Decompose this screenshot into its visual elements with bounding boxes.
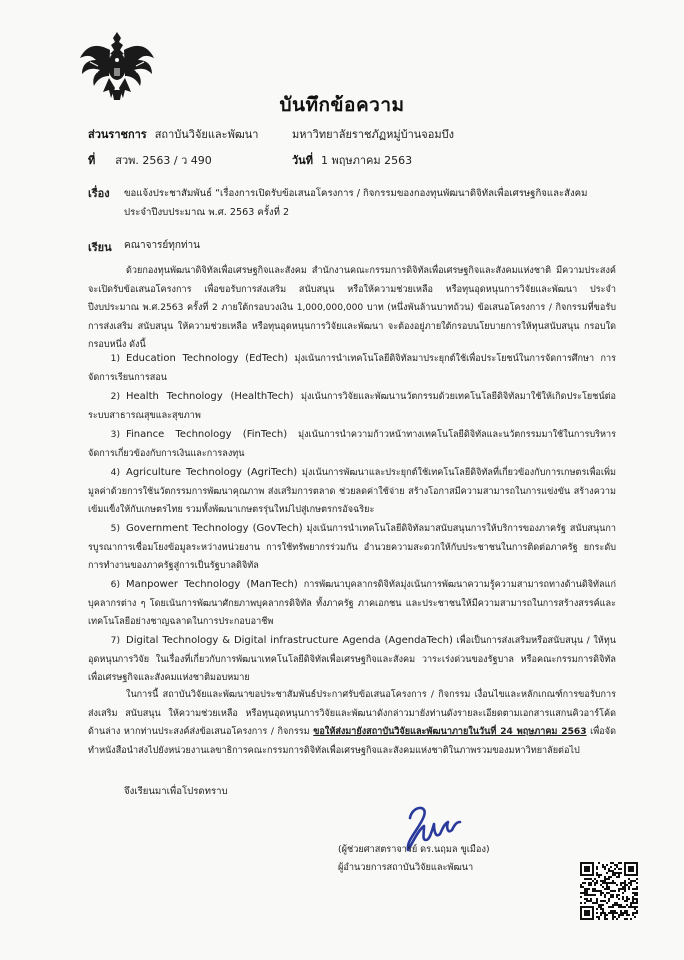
recipient-text: คณาจารย์ทุกท่าน bbox=[124, 240, 200, 251]
department-row bbox=[88, 128, 258, 142]
item-number: 5) bbox=[110, 524, 120, 534]
item-desc: มุ่งเน้นการนำเทคโนโลยีดิจิทัลมาสนับสนุนการให้บริการของภาครัฐ สนับสนุนการบูรณาการเชื่อมโยงข้อมูลระหว่างหน่วยงาน การใช้ทรัพยากรร่วมกัน อำนวยความสะดวกให้กับประชาชนในการติดต่อภาครัฐ ยกระดับการทำงานของภาครัฐสู่การเป็นรัฐบาลดิจิทัล bbox=[88, 524, 616, 572]
item-desc: มุ่งเน้นการวิจัยและพัฒนานวัตกรรมด้วยเทคโนโลยีดิจิทัลมาใช้ให้เกิดประโยชน์ต่อระบบสาธารณสุขและสุขภาพ bbox=[88, 392, 616, 421]
list-item bbox=[88, 520, 616, 576]
list-item bbox=[88, 350, 616, 387]
reference-value: สวพ. 2563 / ว 490 bbox=[115, 154, 212, 167]
qr-code[interactable] bbox=[580, 862, 638, 920]
intro-text: ด้วยกองทุนพัฒนาดิจิทัลเพื่อเศรษฐกิจและสังคม สำนักงานคณะกรรมการดิจิทัลเพื่อเศรษฐกิจและสังคมแห่งชาติ มีความประสงค์จะเปิดรับข้อเสนอโครงการ เพื่อขอรับการส่งเสริม สนับสนุน หรือให้ความช่วยเหลือ หรือทุนอุดหนุนการวิจัยและพัฒนา ประจำปีงบประมาณ พ.ศ.2563 ครั้งที่ 2 ภายใต้กรอบวงเงิน 1,000,000,000 บาท (หนึ่งพันล้านบาทถ้วน) ข้อเสนอโครงการ / กิจกรรมที่ขอรับการส่งเสริม สนับสนุน ให้ความช่วยเหลือ หรือทุนอุดหนุนการวิจัยและพัฒนา จะต้องอยู่ภายใต้กรอบนโยบายการให้ทุนสนับสนุน กรอบใดกรอบหนึ่ง ดังนี้ bbox=[88, 266, 616, 351]
item-number: 7) bbox=[110, 636, 120, 646]
item-desc: เพื่อเป็นการส่งเสริมหรือสนับสนุน / ให้ทุนอุดหนุนการวิจัย ในเรื่องที่เกี่ยวกับการพัฒนาเทคโนโลยีดิจิทัลเพื่อเศรษฐกิจและสังคม วาระเร่งด่วนของรัฐบาล หรือคณะกรรมการดิจิทัลเพื่อเศรษฐกิจและสังคมแห่งชาติมอบหมาย bbox=[88, 636, 616, 684]
item-name: Education Technology (EdTech) bbox=[126, 353, 289, 364]
request-text: ในการนี้ สถาบันวิจัยและพัฒนาขอประชาสัมพันธ์ประกาศรับข้อเสนอโครงการ / กิจกรรม เงื่อนไขและหลักเกณฑ์การขอรับการส่งเสริม สนับสนุน ให้ความช่วยเหลือ หรือทุนอุดหนุนการวิจัยและพัฒนาดังกล่าวมายังท่านดังรายละเอียดตามเอกสารแสกนคิวอาร์โค้ดด้านล่าง หากท่านประสงค์ส่งข้อเสนอโครงการ / กิจกรรม bbox=[88, 690, 616, 738]
list-item bbox=[88, 426, 616, 463]
item-name: Manpower Technology (ManTech) bbox=[126, 579, 298, 590]
intro-paragraph bbox=[88, 262, 616, 355]
item-number: 6) bbox=[110, 580, 120, 590]
list-item bbox=[88, 464, 616, 520]
item-desc: การพัฒนาบุคลากรดิจิทัลมุ่งเน้นการพัฒนาความรู้ความสามารถทางด้านดิจิทัลแก่บุคลากรต่าง ๆ โดยเน้นการพัฒนาศักยภาพบุคลากรดิจิทัล ทั้งภาครัฐ ภาคเอกชน และประชาชนให้มีความสามารถในการสร้างสรรค์และเทคโนโลยีอย่างชาญฉลาดในการประกอบอาชีพ bbox=[88, 580, 616, 628]
request-text-after: เพื่อจัดทำหนังสือนำส่งไปยังหน่วยงานเลขาธิการคณะกรรมการดิจิทัลเพื่อเศรษฐกิจและสังคมแห่งชาติในภาพรวมของมหาวิทยาลัยต่อไป bbox=[88, 727, 616, 756]
item-name: Health Technology (HealthTech) bbox=[126, 391, 294, 402]
reference-label: ที่ bbox=[88, 154, 96, 167]
reference-row bbox=[88, 154, 212, 168]
item-number: 1) bbox=[110, 354, 120, 364]
subject-label: เรื่อง bbox=[88, 187, 110, 200]
item-name: Government Technology (GovTech) bbox=[126, 523, 303, 534]
item-name: Digital Technology & Digital infrastructure Agenda (AgendaTech) bbox=[126, 635, 453, 646]
university-name: มหาวิทยาลัยราชภัฏหมู่บ้านจอมบึง bbox=[292, 128, 454, 141]
list-item bbox=[88, 632, 616, 688]
department-value: สถาบันวิจัยและพัฒนา bbox=[154, 128, 259, 141]
page-title: บันทึกข้อความ bbox=[279, 94, 405, 116]
item-desc: มุ่งเน้นการนำเทคโนโลยีดิจิทัลมาประยุกต์ใช้เพื่อประโยชน์ในการจัดการศึกษา การจัดการเรียนการสอน bbox=[88, 354, 616, 383]
date-row bbox=[292, 154, 412, 168]
deadline-text: ขอให้ส่งมายังสถาบันวิจัยและพัฒนาภายในวันที่ 24 พฤษภาคม 2563 bbox=[313, 727, 587, 738]
item-name: Agriculture Technology (AgriTech) bbox=[126, 467, 298, 478]
signer-position: ผู้อำนวยการสถาบันวิจัยและพัฒนา bbox=[338, 862, 474, 873]
request-paragraph bbox=[88, 686, 616, 760]
subject-text: ขอแจ้งประชาสัมพันธ์ “เรื่องการเปิดรับข้อเสนอโครงการ / กิจกรรมของกองทุนพัฒนาดิจิทัลเพื่อเศรษฐกิจและสังคม ประจำปีงบประมาณ พ.ศ. 2563 ครั้งที่ 2 bbox=[124, 188, 588, 218]
date-value: 1 พฤษภาคม 2563 bbox=[320, 154, 413, 167]
list-item bbox=[88, 388, 616, 425]
item-desc: มุ่งเน้นการพัฒนาและประยุกต์ใช้เทคโนโลยีดิจิทัลที่เกี่ยวข้องกับการเกษตรเพื่อเพิ่มมูลค่าด้วยการใช้นวัตกรรมการพัฒนาคุณภาพ ส่งเสริมการตลาด ช่วยลดค่าใช้จ่าย สร้างโอกาสมีความสามารถในการแข่งขัน สร้างความเข้มแข็งให้กับเกษตรไทย รวมทั้งพัฒนาเกษตรรุ่นใหม่ไปสู่เกษตรกรอัจฉริยะ bbox=[88, 468, 616, 516]
item-number: 4) bbox=[110, 468, 120, 478]
department-label: ส่วนราชการ bbox=[88, 128, 147, 141]
item-number: 2) bbox=[110, 392, 120, 402]
item-desc: มุ่งเน้นการนำความก้าวหน้าทางเทคโนโลยีดิจิทัลและนวัตกรรมมาใช้ในการบริหารจัดการเกี่ยวข้องกับการเงินและการลงทุน bbox=[88, 430, 616, 459]
closing-text: จึงเรียนมาเพื่อโปรดทราบ bbox=[124, 786, 228, 797]
list-item bbox=[88, 576, 616, 632]
signer-name: (ผู้ช่วยศาสตราจารย์ ดร.นฤมล ขูเมือง) bbox=[338, 844, 490, 855]
date-label: วันที่ bbox=[292, 154, 313, 167]
recipient-label: เรียน bbox=[88, 241, 112, 254]
item-number: 3) bbox=[110, 430, 120, 440]
item-name: Finance Technology (FinTech) bbox=[126, 429, 288, 440]
